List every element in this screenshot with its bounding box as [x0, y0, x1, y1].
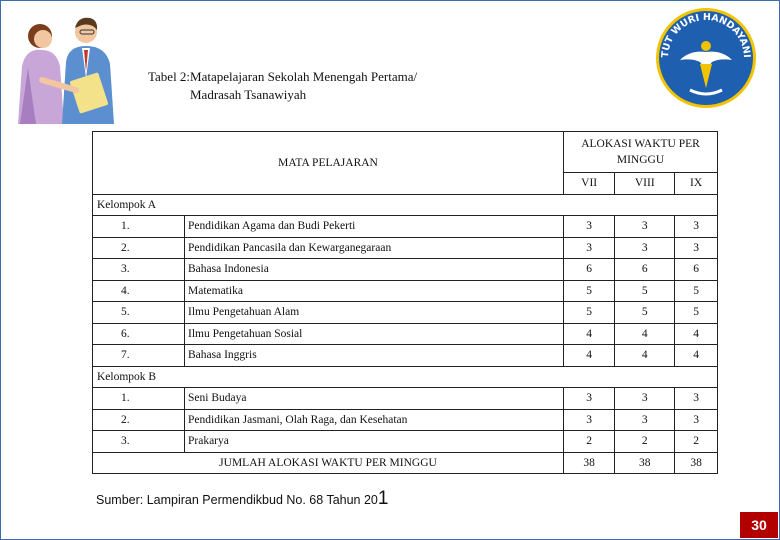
hours-viii: 4	[615, 345, 675, 367]
source-note	[96, 488, 388, 510]
hours-ix: 6	[675, 259, 718, 281]
total-row	[93, 452, 718, 474]
table-row	[93, 280, 718, 302]
subject-name: Prakarya	[185, 431, 564, 453]
hours-vii: 5	[564, 302, 615, 324]
tut-wuri-handayani-logo	[654, 6, 758, 110]
grade-viii: VIII	[615, 173, 675, 195]
hours-viii: 3	[615, 409, 675, 431]
hours-vii: 2	[564, 431, 615, 453]
total-label: JUMLAH ALOKASI WAKTU PER MINGGU	[93, 452, 564, 474]
table-title	[148, 68, 417, 104]
hours-ix: 4	[675, 323, 718, 345]
source-text: Sumber: Lampiran Permendikbud No. 68 Tahun 20	[96, 493, 378, 507]
row-number: 3.	[93, 259, 185, 281]
total-ix: 38	[675, 452, 718, 474]
hours-vii: 3	[564, 237, 615, 259]
source-digit: 1	[377, 488, 389, 509]
title-line-2: Madrasah Tsanawiyah	[190, 87, 307, 102]
group-b-label: Kelompok B	[93, 366, 718, 388]
table-row	[93, 323, 718, 345]
hours-ix: 4	[675, 345, 718, 367]
subject-name: Bahasa Inggris	[185, 345, 564, 367]
subject-name: Pendidikan Agama dan Budi Pekerti	[185, 216, 564, 238]
hours-viii: 2	[615, 431, 675, 453]
subject-name: Ilmu Pengetahuan Alam	[185, 302, 564, 324]
row-number: 3.	[93, 431, 185, 453]
hours-vii: 4	[564, 345, 615, 367]
subject-name: Bahasa Indonesia	[185, 259, 564, 281]
hours-viii: 3	[615, 237, 675, 259]
hours-vii: 3	[564, 388, 615, 410]
hours-ix: 3	[675, 388, 718, 410]
hours-vii: 6	[564, 259, 615, 281]
table-row	[93, 237, 718, 259]
row-number: 6.	[93, 323, 185, 345]
grade-vii: VII	[564, 173, 615, 195]
hours-viii: 3	[615, 216, 675, 238]
hours-vii: 4	[564, 323, 615, 345]
hours-vii: 5	[564, 280, 615, 302]
group-b-body	[93, 388, 718, 453]
title-line-1: Tabel 2:Matapelajaran Sekolah Menengah Pertama/	[148, 69, 418, 84]
row-number: 1.	[93, 388, 185, 410]
hours-viii: 4	[615, 323, 675, 345]
row-number: 1.	[93, 216, 185, 238]
hours-vii: 3	[564, 216, 615, 238]
group-a-label: Kelompok A	[93, 194, 718, 216]
hours-ix: 3	[675, 216, 718, 238]
hours-viii: 5	[615, 302, 675, 324]
hours-viii: 5	[615, 280, 675, 302]
group-a-body	[93, 216, 718, 367]
hours-ix: 5	[675, 280, 718, 302]
row-number: 7.	[93, 345, 185, 367]
hours-vii: 3	[564, 409, 615, 431]
subject-name: Matematika	[185, 280, 564, 302]
hours-ix: 2	[675, 431, 718, 453]
table-row	[93, 259, 718, 281]
row-number: 5.	[93, 302, 185, 324]
table-row	[93, 388, 718, 410]
total-viii: 38	[615, 452, 675, 474]
subject-name: Ilmu Pengetahuan Sosial	[185, 323, 564, 345]
hours-ix: 5	[675, 302, 718, 324]
table-row	[93, 409, 718, 431]
grade-ix: IX	[675, 173, 718, 195]
subject-name: Seni Budaya	[185, 388, 564, 410]
row-number: 2.	[93, 409, 185, 431]
total-vii: 38	[564, 452, 615, 474]
header-alokasi: ALOKASI WAKTU PER MINGGU	[564, 132, 718, 173]
group-b-row	[93, 366, 718, 388]
hours-viii: 6	[615, 259, 675, 281]
hours-ix: 3	[675, 409, 718, 431]
table-row	[93, 302, 718, 324]
subject-name: Pendidikan Jasmani, Olah Raga, dan Kesehatan	[185, 409, 564, 431]
row-number: 2.	[93, 237, 185, 259]
table-row	[93, 345, 718, 367]
people-clipart-icon	[6, 6, 124, 124]
table-row	[93, 216, 718, 238]
hours-viii: 3	[615, 388, 675, 410]
svg-text:TUT WURI HANDAYANI: TUT WURI HANDAYANI	[659, 11, 753, 59]
hours-ix: 3	[675, 237, 718, 259]
row-number: 4.	[93, 280, 185, 302]
subject-name: Pendidikan Pancasila dan Kewarganegaraan	[185, 237, 564, 259]
table-row	[93, 431, 718, 453]
group-a-row	[93, 194, 718, 216]
page-number-badge: 30	[740, 512, 778, 538]
header-row	[93, 132, 718, 173]
header-subject: MATA PELAJARAN	[93, 132, 564, 195]
subject-table	[92, 131, 718, 474]
